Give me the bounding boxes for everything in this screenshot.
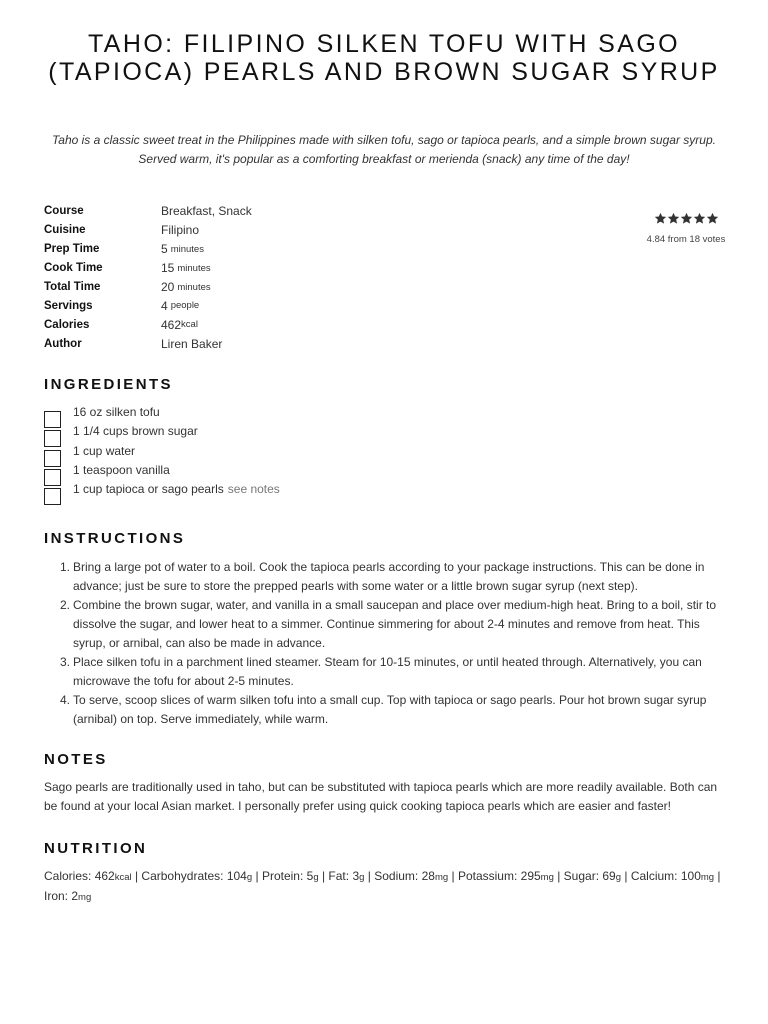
nutrition-unit: mg [78, 892, 92, 903]
ingredient-name: 1 1/4 cups brown sugar [73, 424, 198, 439]
detail-calories [44, 315, 444, 334]
detail-label: Cuisine [44, 224, 86, 237]
author-value: Liren Baker [161, 336, 223, 351]
detail-prep-time [44, 240, 444, 259]
detail-author [44, 334, 444, 353]
notes-text: Sago pearls are traditionally used in taho, but can be substituted with tapioca pearls which are more readily available. Both can be found at your local Asian market. I personally prefer using quick cooking tapioca pearls which are easier and faster! [44, 780, 718, 813]
detail-label: Servings [44, 299, 93, 312]
ingredient-item [44, 461, 644, 480]
detail-cook-time [44, 259, 444, 278]
ingredient-text [73, 442, 135, 461]
nutrition-value: 295 [520, 869, 541, 883]
instruction-step [44, 653, 728, 691]
nutrition-value: 28 [421, 869, 435, 883]
nutrition-separator: | [252, 869, 262, 883]
instruction-step [44, 691, 728, 729]
ingredient-item [44, 480, 644, 499]
detail-label: Cook Time [44, 262, 103, 275]
nutrition-separator: | [448, 869, 458, 883]
nutrition-separator: | [318, 869, 329, 883]
star-icon[interactable] [706, 212, 719, 225]
nutrition-value: 3 [352, 869, 360, 883]
step-number: 4. [59, 693, 70, 707]
detail-label: Course [44, 205, 84, 218]
detail-course [44, 202, 444, 221]
detail-label: Prep Time [44, 243, 100, 256]
nutrition-value: 104 [226, 869, 247, 883]
total-time-unit: minutes [177, 281, 211, 293]
nutrition-text [44, 867, 728, 907]
nutrition-sodium [374, 869, 448, 883]
recipe-rating[interactable] [628, 212, 744, 245]
nutrition-separator: | [553, 869, 564, 883]
nutrition-label: Calcium: [630, 869, 681, 883]
detail-total-time [44, 278, 444, 297]
cuisine-value: Filipino [161, 223, 200, 238]
nutrition-iron [44, 889, 91, 903]
nutrition-unit: g [246, 872, 253, 883]
nutrition-unit: g [359, 872, 365, 883]
recipe-details [44, 202, 444, 353]
ingredient-text [73, 422, 198, 441]
ingredient-note: see notes [227, 482, 280, 497]
star-icon[interactable] [680, 212, 693, 225]
star-icon[interactable] [693, 212, 706, 225]
step-text: Combine the brown sugar, water, and vanilla in a small saucepan and place over medium-high heat. Bring to a boil, stir to dissolve the sugar, and lower heat to a simmer. Continue simmering for about 2-4 minutes and remove from heat. This syrup, or arnibal, can also be made in advance. [73, 598, 717, 650]
step-number: 2. [59, 598, 70, 612]
ingredients-list [44, 403, 644, 499]
star-icon[interactable] [667, 212, 680, 225]
ingredient-item [44, 422, 644, 441]
servings-unit: people [170, 300, 200, 312]
nutrition-separator: | [621, 869, 631, 883]
detail-label: Total Time [44, 281, 101, 293]
instruction-step [44, 596, 728, 653]
ingredient-checkbox[interactable] [44, 488, 61, 505]
nutrition-separator: | [131, 869, 142, 883]
step-text: To serve, scoop slices of warm silken tofu into a small cup. Top with tapioca or sago pearls. Pour hot brown sugar syrup (arnibal) on top. Serve immediately, while warm. [73, 693, 707, 726]
ingredient-name: 16 oz silken tofu [73, 405, 160, 419]
nutrition-label: Fat: [328, 869, 353, 883]
nutrition-value: 100 [680, 869, 701, 883]
nutrition-unit: mg [700, 872, 715, 883]
rating-text: 4.84 from 18 votes [646, 234, 726, 245]
calories-unit: kcal [181, 319, 198, 331]
ingredient-text [73, 480, 280, 499]
ingredient-item [44, 442, 644, 461]
nutrition-label: Potassium: [457, 869, 521, 883]
rating-stars[interactable] [628, 212, 744, 230]
instructions-heading: INSTRUCTIONS [44, 530, 186, 547]
instructions-list [44, 558, 728, 729]
nutrition-unit: mg [540, 872, 554, 883]
nutrition-separator: | [714, 869, 721, 883]
ingredient-text [73, 461, 170, 480]
detail-label: Author [44, 337, 82, 350]
nutrition-calories [44, 869, 132, 883]
prep-time-unit: minutes [170, 243, 204, 255]
ingredient-name: 1 cup water [73, 443, 136, 458]
nutrition-sugar [564, 869, 621, 883]
step-number: 1. [59, 560, 70, 574]
step-number: 3. [59, 655, 70, 669]
nutrition-value: 5 [306, 869, 314, 883]
prep-time-value: 5 [161, 242, 168, 257]
ingredient-name: 1 teaspoon vanilla [73, 462, 170, 477]
nutrition-label: Iron: [44, 889, 72, 903]
nutrition-unit: mg [434, 872, 449, 883]
nutrition-fat [328, 869, 364, 883]
nutrition-carbohydrates [141, 869, 252, 883]
cook-time-unit: minutes [177, 262, 211, 274]
nutrition-heading: NUTRITION [44, 840, 148, 857]
servings-value[interactable]: 4 [161, 298, 168, 313]
total-time-value: 20 [161, 280, 175, 294]
nutrition-label: Calories: [44, 869, 95, 883]
nutrition-label: Sugar: [563, 869, 603, 883]
nutrition-label: Protein: [261, 869, 307, 883]
step-text: Place silken tofu in a parchment lined steamer. Steam for 10-15 minutes, or until heated through. Alternatively, you can microwave the tofu for about 2-5 minutes. [73, 655, 702, 688]
nutrition-value: 69 [602, 869, 616, 883]
nutrition-label: Sodium: [374, 869, 422, 883]
nutrition-protein [262, 869, 319, 883]
calories-value: 462 [161, 317, 182, 332]
nutrition-value: 2 [71, 889, 79, 903]
nutrition-value: 462 [94, 869, 115, 883]
nutrition-unit: kcal [114, 872, 132, 883]
course-value: Breakfast, Snack [161, 204, 252, 219]
ingredients-heading: INGREDIENTS [44, 376, 173, 393]
recipe-summary: Taho is a classic sweet treat in the Philippines made with silken tofu, sago or tapioca pearls, and a simple brown sugar syrup. Served warm, it's popular as a comforting breakfast or merienda (snack) any time of the day! [52, 133, 716, 166]
recipe-title: TAHO: FILIPINO SILKEN TOFU WITH SAGO (TAPIOCA) PEARLS AND BROWN SUGAR SYRUP [48, 30, 720, 86]
nutrition-unit: g [615, 872, 622, 883]
detail-cuisine [44, 221, 444, 240]
notes-heading: NOTES [44, 751, 108, 768]
nutrition-unit: g [313, 872, 319, 883]
nutrition-calcium [631, 869, 714, 883]
instruction-step [44, 558, 728, 596]
star-icon[interactable] [654, 212, 667, 225]
nutrition-label: Carbohydrates: [141, 869, 227, 883]
detail-label: Calories [44, 318, 90, 331]
detail-servings [44, 296, 444, 315]
ingredient-name: 1 cup tapioca or sago pearls [73, 482, 224, 497]
ingredient-text [73, 403, 160, 422]
step-text: Bring a large pot of water to a boil. Cook the tapioca pearls according to your package instructions. This can be done in advance; just be sure to store the prepped pearls with some water or a little brown sugar syrup (next step). [73, 560, 705, 593]
nutrition-separator: | [364, 869, 375, 883]
nutrition-potassium [458, 869, 554, 883]
cook-time-value: 15 [161, 261, 175, 276]
ingredient-item [44, 403, 644, 422]
